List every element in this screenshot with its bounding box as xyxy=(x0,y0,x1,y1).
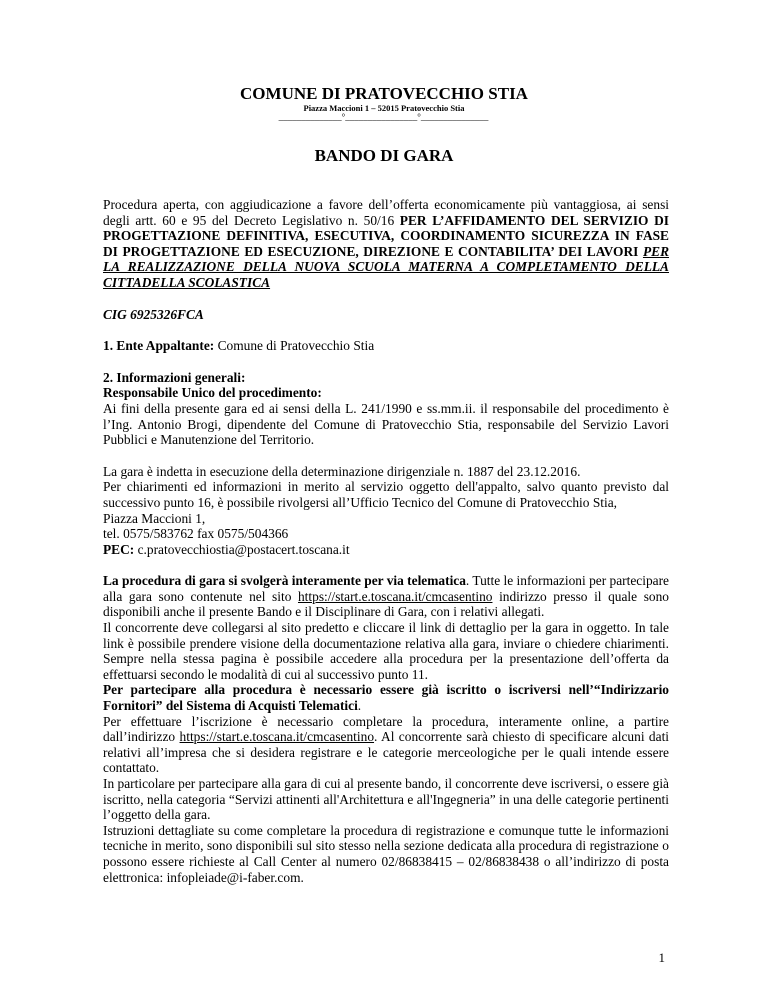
iscrizione-text-2: . Al concorrente sarà chiesto di specificare alcuni dati relativi all’impresa che si desidera registrare e le categorie merceologiche per le quali intende essere contattato. xyxy=(103,729,670,776)
comune-title: COMUNE DI PRATOVECCHIO STIA xyxy=(240,84,528,103)
document-body xyxy=(103,197,669,885)
istruzioni-paragraph: Istruzioni dettagliate su come completare la procedura di registrazione e comunque tutte le informazioni tecniche in merito, sono disponibili sul sito stesso nella sezione dedicata alla procedura di registrazione o possono essere richieste al Call Center al numero 02/86838415 – 02/86838438 o all’indirizzo di posta elettronica: infopleiade@i-faber.com. xyxy=(103,822,669,885)
page-number: 1 xyxy=(658,950,665,965)
section-1-value: Comune di Pratovecchio Stia xyxy=(214,338,375,354)
address-line: Piazza Maccioni 1, xyxy=(103,510,206,526)
start-link-1[interactable]: https://start.e.toscana.it/cmcasentino xyxy=(297,588,493,604)
intro-text: Procedura aperta, con aggiudicazione a favore dell’offerta economicamente più vantaggiosa, ai sensi degli artt. 60 e 95 del Decreto Legislativo n. 50/16 xyxy=(103,197,669,228)
comune-address: Piazza Maccioni 1 – 52015 Pratovecchio Stia xyxy=(303,103,465,113)
rup-heading: Responsabile Unico del procedimento: xyxy=(103,385,322,401)
section-1-heading: 1. Ente Appaltante: xyxy=(103,338,215,354)
chiarimenti-text: Per chiarimenti ed informazioni in merito al servizio oggetto dell'appalto, salvo quanto previsto dal successivo punto 16, è possibile rivolgersi all’Ufficio Tecnico del Comune di Pratovecchio Stia, xyxy=(103,479,669,510)
section-1 xyxy=(103,338,669,354)
section-2-heading: 2. Informazioni generali: xyxy=(103,369,246,385)
telematica-text-2: indirizzo presso il quale sono disponibili anche il presente Bando e il Disciplinare di Gara, con i relativi allegati. xyxy=(103,588,669,620)
iscrizione-bold-end: . xyxy=(357,698,362,714)
phone-line: tel. 0575/583762 fax 0575/504366 xyxy=(103,526,289,542)
iscrizione-paragraph xyxy=(103,714,669,776)
pec-label: PEC: xyxy=(103,541,135,557)
iscrizione-bold-paragraph xyxy=(103,682,669,713)
iscrizione-bold-text: Per partecipare alla procedura è necessario essere già iscritto o iscriversi nell’“Indirizzario Fornitori” del Sistema di Acquisti Telematici xyxy=(103,682,669,714)
intro-emphasis-text: PER LA REALIZZAZIONE DELLA NUOVA SCUOLA MATERNA A COMPLETAMENTO DELLA CITTADELLA SCOLASTICA xyxy=(103,243,669,290)
cig-code: CIG 6925326FCA xyxy=(103,306,204,322)
telematica-paragraph xyxy=(103,573,669,620)
telematica-lead: La procedura di gara si svolgerà interamente per via telematica xyxy=(103,573,466,589)
rup-text: Ai fini della presente gara ed ai sensi della L. 241/1990 e ss.mm.ii. il responsabile del procedimento è l’Ing. Antonio Brogi, dipendente del Comune di Pratovecchio Stia, responsabile del Servizio Lavori Pubblici e Manutenzione del Territorio. xyxy=(103,400,669,448)
telematica-text-1: . Tutte le informazioni per partecipare alla gara sono contenute nel sito xyxy=(103,573,669,604)
determinazione-text: La gara è indetta in esecuzione della determinazione dirigenziale n. 1887 del 23.12.2016. xyxy=(103,463,581,479)
iscrizione-text-1: Per effettuare l’iscrizione è necessario completare la procedura, interamente online, a partire dall’indirizzo xyxy=(103,713,669,745)
start-link-2[interactable]: https://start.e.toscana.it/cmcasentino xyxy=(179,729,375,745)
document-title: BANDO DI GARA xyxy=(314,146,454,165)
intro-paragraph xyxy=(103,197,669,291)
collegamento-paragraph: Il concorrente deve collegarsi al sito predetto e cliccare il link di dettaglio per la gara in oggetto. In tale link è possibile prendere visione della documentazione relativa alla gara, inviare o chiedere chiarimenti. Sempre nella stessa pagina è possibile accedere alla procedura per la presentazione dell’offerta da effettuarsi secondo le modalità di cui al successivo punto 11. xyxy=(103,620,669,682)
categoria-paragraph: In particolare per partecipare alla gara di cui al presente bando, il concorrente deve iscriversi, o essere già iscritto, nella categoria “Servizi attinenti all'Architettura e all'Ingegneria” in una delle categorie pertinenti l’oggetto della gara. xyxy=(103,776,669,823)
pec-value: c.pratovecchiostia@postacert.toscana.it xyxy=(134,541,350,557)
intro-bold-text: PER L’AFFIDAMENTO DEL SERVIZIO DI PROGETTAZIONE DEFINITIVA, ESECUTIVA, COORDINAMENTO SICUREZZA IN FASE DI PROGETTAZIONE ED ESECUZIONE, DIREZIONE E CONTABILITA’ DEI LAVORI xyxy=(103,212,669,259)
pec-line xyxy=(103,542,669,558)
header-divider: ______________°________________°_______________ xyxy=(278,113,489,122)
